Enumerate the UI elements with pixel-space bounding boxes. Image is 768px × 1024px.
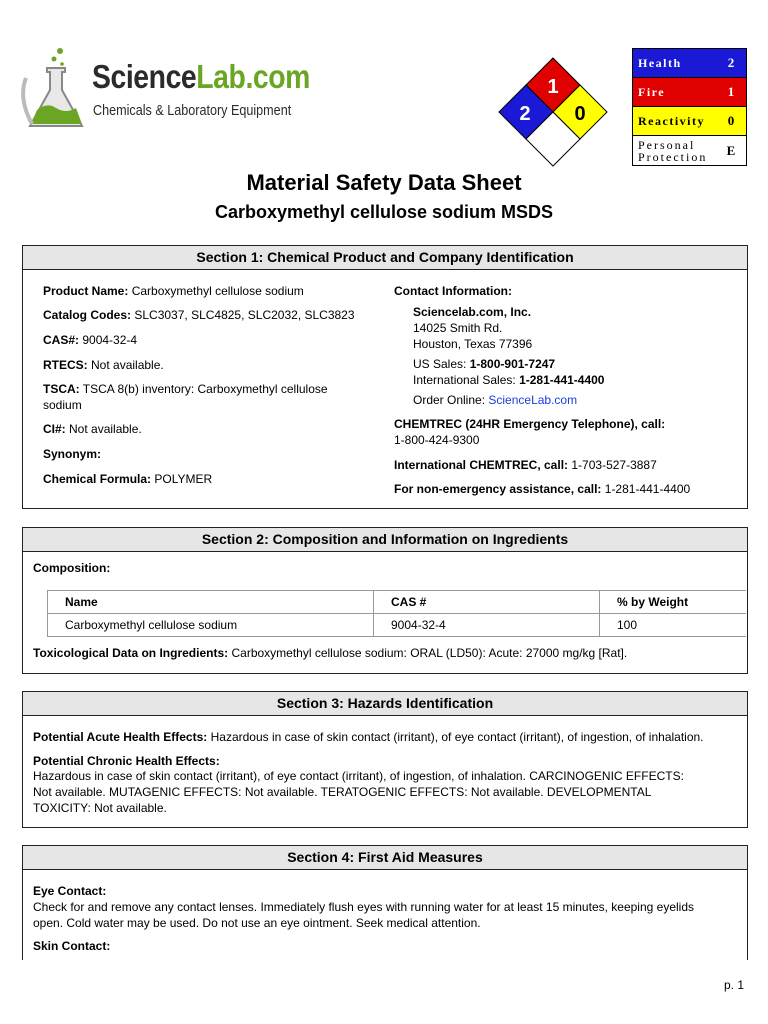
logo-lab: Lab [196, 58, 246, 95]
chronic-effects-text: Not available. MUTAGENIC EFFECTS: Not available. TERATOGENIC EFFECTS: Not available. DEVELOPMENTAL [33, 785, 652, 799]
hazard-label: Fire [638, 84, 666, 99]
non-emergency-line [394, 481, 690, 497]
field-label: International Sales: [413, 373, 516, 387]
contact-info-label [394, 283, 512, 299]
order-online-line [413, 392, 577, 408]
section-heading: Section 4: First Aid Measures [23, 846, 747, 870]
synonym-line [43, 446, 101, 462]
hazard-value: 2 [727, 55, 735, 70]
cas-line [43, 332, 137, 348]
tsca-continuation: sodium [43, 398, 82, 412]
page-subtitle: Carboxymethyl cellulose sodium MSDS [214, 202, 554, 222]
nfpa-fire-value: 1 [547, 76, 559, 98]
field-label: TSCA: [43, 382, 80, 396]
field-value: Carboxymethyl cellulose sodium [131, 284, 304, 298]
us-sales-line [413, 356, 555, 372]
field-label: Composition: [33, 561, 111, 575]
chemical-formula-line [43, 471, 212, 487]
field-value: 1-800-901-7247 [469, 357, 556, 371]
ci-line [43, 421, 142, 437]
field-label: Product Name: [43, 284, 129, 298]
eye-contact-label [33, 883, 106, 899]
table-header-row [48, 591, 747, 614]
hazard-row-health [633, 49, 746, 78]
toxicological-data-line [33, 645, 627, 661]
flask-icon [20, 44, 90, 134]
field-label: CI#: [43, 422, 66, 436]
intl-chemtrec-line [394, 457, 657, 473]
field-label: Chemical Formula: [43, 472, 152, 486]
field-value: Not available. [69, 422, 142, 436]
section-3 [22, 691, 748, 828]
chemtrec-phone: 1-800-424-9300 [394, 433, 480, 447]
chronic-effects-label [33, 753, 220, 769]
chronic-effects-text: TOXICITY: Not available. [33, 801, 167, 815]
section-2 [22, 527, 748, 674]
hazard-label: Reactivity [638, 113, 705, 128]
field-label: Eye Contact: [33, 884, 107, 898]
chemtrec-label [394, 416, 665, 432]
field-value: Sciencelab.com, Inc. [413, 305, 532, 319]
page-number: p. 1 [723, 978, 744, 992]
logo-tagline: Chemicals & Laboratory Equipment [93, 102, 292, 119]
field-value: POLYMER [154, 472, 213, 486]
order-online-link[interactable]: ScienceLab.com [488, 393, 578, 407]
hazard-row-fire [633, 78, 746, 107]
field-label: For non-emergency assistance, call: [394, 482, 602, 496]
acute-effects-line [33, 729, 704, 745]
field-value: Hazardous in case of skin contact (irritant), of eye contact (irritant), of ingestion, of inhalation. [210, 730, 704, 744]
field-label: International CHEMTREC, call: [394, 458, 569, 472]
field-label: CAS#: [43, 333, 80, 347]
column-header: Name [48, 591, 374, 614]
field-label: Skin Contact: [33, 939, 111, 953]
hazard-label: Health [638, 55, 682, 70]
chronic-effects-text: Hazardous in case of skin contact (irritant), of eye contact (irritant), of ingestion, of inhalation. CARCINOGENIC EFFECTS: [33, 769, 684, 783]
table-cell: Carboxymethyl cellulose sodium [48, 614, 374, 637]
product-name-line [43, 283, 304, 299]
field-value: 9004-32-4 [82, 333, 138, 347]
field-label: Toxicological Data on Ingredients: [33, 646, 229, 660]
eye-contact-text: Check for and remove any contact lenses. Immediately flush eyes with running water for at least 15 minutes, keeping eyelids [33, 900, 695, 914]
logo-com: .com [245, 58, 310, 95]
intl-sales-line [413, 372, 604, 388]
page-title: Material Safety Data Sheet [246, 170, 522, 195]
field-value: 1-281-441-4400 [519, 373, 605, 387]
field-label: Potential Chronic Health Effects: [33, 754, 220, 768]
hazard-row-reactivity [633, 107, 746, 136]
field-value: SLC3037, SLC4825, SLC2032, SLC3823 [134, 308, 355, 322]
field-value: 1-703-527-3887 [571, 458, 657, 472]
hazard-row-personal-protection [633, 136, 746, 165]
hazard-label: Personal Protection [638, 137, 708, 164]
company-address-line2: Houston, Texas 77396 [413, 337, 533, 351]
field-value: Carboxymethyl cellulose sodium: ORAL (LD50): Acute: 27000 mg/kg [Rat]. [231, 646, 628, 660]
composition-table [47, 590, 746, 637]
catalog-codes-line [43, 307, 355, 323]
nfpa-diamond [497, 56, 609, 168]
column-header: CAS # [374, 591, 600, 614]
rtecs-line [43, 357, 164, 373]
field-value: Not available. [91, 358, 164, 372]
field-label: Catalog Codes: [43, 308, 132, 322]
company-name [413, 304, 531, 320]
section-heading: Section 1: Chemical Product and Company Identification [23, 246, 747, 270]
field-value: 1-281-441-4400 [604, 482, 691, 496]
logo-science: Science [92, 58, 197, 95]
hazard-value: 1 [727, 84, 735, 99]
field-label: Contact Information: [394, 284, 512, 298]
skin-contact-label [33, 938, 110, 954]
table-row [48, 614, 747, 637]
composition-label [33, 560, 110, 576]
sciencelab-logo [20, 44, 310, 134]
nfpa-reactivity-value: 0 [574, 103, 586, 125]
hazard-rating-table [632, 48, 747, 166]
table-cell: 9004-32-4 [374, 614, 600, 637]
table-cell: 100 [600, 614, 747, 637]
section-heading: Section 2: Composition and Information on Ingredients [23, 528, 747, 552]
field-label: RTECS: [43, 358, 88, 372]
section-4 [22, 845, 748, 960]
tsca-line [43, 381, 328, 397]
hazard-value: 0 [727, 113, 735, 128]
field-label: Order Online: [413, 393, 486, 407]
eye-contact-text: open. Cold water may be used. Do not use an eye ointment. Seek medical attention. [33, 916, 481, 930]
section-heading: Section 3: Hazards Identification [23, 692, 747, 716]
column-header: % by Weight [600, 591, 747, 614]
field-label: Synonym: [43, 447, 102, 461]
field-label: CHEMTREC (24HR Emergency Telephone), call: [394, 417, 666, 431]
section-1 [22, 245, 748, 509]
field-label: Potential Acute Health Effects: [33, 730, 208, 744]
field-label: US Sales: [413, 357, 467, 371]
hazard-value: E [726, 142, 736, 158]
company-address-line1: 14025 Smith Rd. [413, 321, 503, 335]
logo-wordmark [92, 58, 310, 96]
field-value: TSCA 8(b) inventory: Carboxymethyl cellulose [82, 382, 328, 396]
nfpa-health-value: 2 [519, 103, 531, 125]
